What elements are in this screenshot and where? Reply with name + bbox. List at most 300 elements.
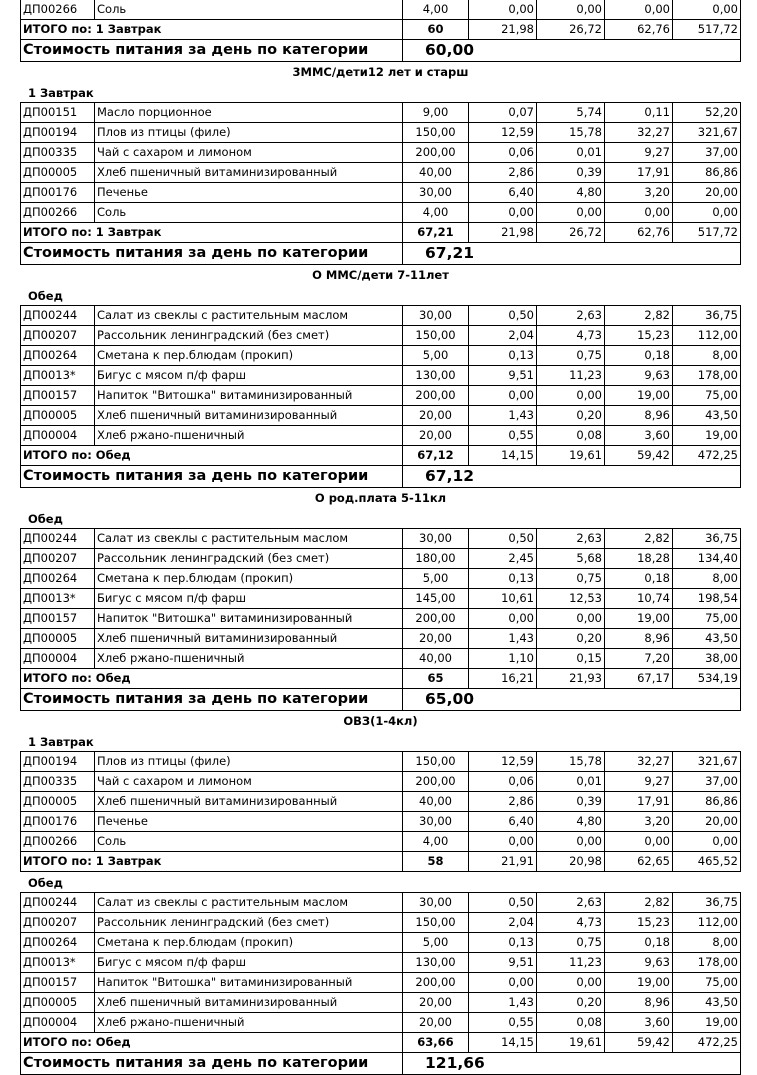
table-row bbox=[21, 933, 741, 953]
dish-kcal: 112,00 bbox=[673, 913, 741, 933]
dish-kcal: 52,20 bbox=[673, 103, 741, 123]
dish-name: Салат из свеклы с растительным маслом bbox=[95, 893, 403, 913]
dish-fat: 0,00 bbox=[537, 609, 605, 629]
table-row bbox=[21, 183, 741, 203]
daily-cost-blank bbox=[537, 466, 741, 488]
dish-weight: 30,00 bbox=[403, 893, 469, 913]
dish-kcal: 43,50 bbox=[673, 993, 741, 1013]
total-label: ИТОГО по: 1 Завтрак bbox=[21, 20, 403, 40]
dish-kcal: 43,50 bbox=[673, 629, 741, 649]
dish-weight: 9,00 bbox=[403, 103, 469, 123]
dish-fat: 15,78 bbox=[537, 752, 605, 772]
dish-weight: 5,00 bbox=[403, 569, 469, 589]
dish-fat: 0,39 bbox=[537, 163, 605, 183]
table-row bbox=[21, 973, 741, 993]
dish-fat: 0,75 bbox=[537, 346, 605, 366]
dish-protein: 6,40 bbox=[469, 183, 537, 203]
dish-protein: 0,55 bbox=[469, 1013, 537, 1033]
dish-kcal: 0,00 bbox=[673, 203, 741, 223]
daily-cost-row bbox=[21, 466, 741, 488]
dish-name: Соль bbox=[95, 203, 403, 223]
dish-name: Сметана к пер.блюдам (прокип) bbox=[95, 933, 403, 953]
total-kcal: 517,72 bbox=[673, 20, 741, 40]
dish-protein: 0,00 bbox=[469, 832, 537, 852]
dish-name: Печенье bbox=[95, 812, 403, 832]
dish-kcal: 37,00 bbox=[673, 772, 741, 792]
total-label: ИТОГО по: Обед bbox=[21, 446, 403, 466]
dish-kcal: 321,67 bbox=[673, 752, 741, 772]
dish-code: ДП00005 bbox=[21, 792, 95, 812]
daily-cost-blank bbox=[537, 243, 741, 265]
dish-fat: 11,23 bbox=[537, 953, 605, 973]
dish-protein: 1,43 bbox=[469, 993, 537, 1013]
daily-cost-value: 67,21 bbox=[403, 243, 537, 265]
table-row bbox=[21, 306, 741, 326]
dish-fat: 4,73 bbox=[537, 913, 605, 933]
dish-code: ДП00264 bbox=[21, 569, 95, 589]
dish-carbs: 3,60 bbox=[605, 426, 673, 446]
dish-protein: 0,06 bbox=[469, 772, 537, 792]
dish-weight: 40,00 bbox=[403, 649, 469, 669]
dish-name: Сметана к пер.блюдам (прокип) bbox=[95, 569, 403, 589]
dish-code: ДП00004 bbox=[21, 649, 95, 669]
dish-fat: 0,00 bbox=[537, 0, 605, 20]
dish-kcal: 8,00 bbox=[673, 346, 741, 366]
dish-kcal: 86,86 bbox=[673, 163, 741, 183]
dish-name: Соль bbox=[95, 0, 403, 20]
dish-fat: 0,20 bbox=[537, 993, 605, 1013]
dish-code: ДП0013* bbox=[21, 953, 95, 973]
daily-cost-label: Стоимость питания за день по категории bbox=[21, 466, 403, 488]
dish-code: ДП00157 bbox=[21, 609, 95, 629]
total-fat: 26,72 bbox=[537, 223, 605, 243]
dish-fat: 5,68 bbox=[537, 549, 605, 569]
dish-protein: 0,00 bbox=[469, 203, 537, 223]
dish-code: ДП00176 bbox=[21, 812, 95, 832]
dish-name: Чай с сахаром и лимоном bbox=[95, 772, 403, 792]
total-price: 65 bbox=[403, 669, 469, 689]
dish-name: Плов из птицы (филе) bbox=[95, 123, 403, 143]
total-price: 67,21 bbox=[403, 223, 469, 243]
total-fat: 26,72 bbox=[537, 20, 605, 40]
dish-code: ДП0013* bbox=[21, 366, 95, 386]
table-row bbox=[21, 143, 741, 163]
dish-protein: 1,43 bbox=[469, 406, 537, 426]
daily-cost-row bbox=[21, 243, 741, 265]
daily-cost-value: 60,00 bbox=[403, 40, 537, 62]
dish-weight: 200,00 bbox=[403, 143, 469, 163]
meal-table bbox=[20, 102, 741, 265]
dish-code: ДП00194 bbox=[21, 752, 95, 772]
meal-title: Обед bbox=[28, 289, 63, 303]
total-carbs: 59,42 bbox=[605, 1033, 673, 1053]
dish-kcal: 198,54 bbox=[673, 589, 741, 609]
dish-kcal: 19,00 bbox=[673, 1013, 741, 1033]
dish-weight: 130,00 bbox=[403, 953, 469, 973]
table-row bbox=[21, 123, 741, 143]
dish-carbs: 2,82 bbox=[605, 529, 673, 549]
category-title: 3ММС/дети12 лет и старш bbox=[292, 65, 469, 79]
total-label: ИТОГО по: Обед bbox=[21, 669, 403, 689]
daily-cost-row bbox=[21, 1053, 741, 1075]
table-row bbox=[21, 812, 741, 832]
dish-carbs: 15,23 bbox=[605, 913, 673, 933]
category-title: ОВЗ(1-4кл) bbox=[343, 714, 418, 728]
daily-cost-label: Стоимость питания за день по категории bbox=[21, 689, 403, 711]
category-title: О род.плата 5-11кл bbox=[314, 491, 447, 505]
meal-title: 1 Завтрак bbox=[28, 86, 94, 100]
table-row bbox=[21, 792, 741, 812]
dish-name: Хлеб ржано-пшеничный bbox=[95, 649, 403, 669]
dish-carbs: 8,96 bbox=[605, 629, 673, 649]
dish-code: ДП00157 bbox=[21, 973, 95, 993]
table-row bbox=[21, 913, 741, 933]
dish-code: ДП00207 bbox=[21, 913, 95, 933]
dish-name: Хлеб пшеничный витаминизированный bbox=[95, 163, 403, 183]
dish-fat: 4,73 bbox=[537, 326, 605, 346]
dish-kcal: 19,00 bbox=[673, 426, 741, 446]
dish-fat: 15,78 bbox=[537, 123, 605, 143]
dish-protein: 1,43 bbox=[469, 629, 537, 649]
table-row bbox=[21, 832, 741, 852]
table-row bbox=[21, 326, 741, 346]
dish-carbs: 0,11 bbox=[605, 103, 673, 123]
dish-weight: 40,00 bbox=[403, 163, 469, 183]
dish-fat: 0,00 bbox=[537, 973, 605, 993]
dish-code: ДП00244 bbox=[21, 306, 95, 326]
dish-fat: 0,75 bbox=[537, 569, 605, 589]
dish-fat: 11,23 bbox=[537, 366, 605, 386]
dish-code: ДП00266 bbox=[21, 832, 95, 852]
dish-carbs: 32,27 bbox=[605, 123, 673, 143]
dish-weight: 40,00 bbox=[403, 792, 469, 812]
dish-carbs: 2,82 bbox=[605, 893, 673, 913]
table-row bbox=[21, 549, 741, 569]
dish-carbs: 8,96 bbox=[605, 993, 673, 1013]
total-carbs: 62,65 bbox=[605, 852, 673, 872]
total-carbs: 62,76 bbox=[605, 223, 673, 243]
table-row bbox=[21, 993, 741, 1013]
dish-carbs: 3,60 bbox=[605, 1013, 673, 1033]
total-protein: 16,21 bbox=[469, 669, 537, 689]
dish-kcal: 36,75 bbox=[673, 306, 741, 326]
dish-code: ДП00151 bbox=[21, 103, 95, 123]
dish-fat: 4,80 bbox=[537, 183, 605, 203]
total-fat: 19,61 bbox=[537, 446, 605, 466]
dish-weight: 5,00 bbox=[403, 933, 469, 953]
total-price: 58 bbox=[403, 852, 469, 872]
table-row bbox=[21, 103, 741, 123]
table-row bbox=[21, 893, 741, 913]
dish-protein: 0,13 bbox=[469, 933, 537, 953]
dish-kcal: 38,00 bbox=[673, 649, 741, 669]
total-fat: 21,93 bbox=[537, 669, 605, 689]
meal-total-row bbox=[21, 223, 741, 243]
dish-kcal: 37,00 bbox=[673, 143, 741, 163]
meal-table bbox=[20, 892, 741, 1075]
dish-name: Хлеб ржано-пшеничный bbox=[95, 1013, 403, 1033]
table-row bbox=[21, 203, 741, 223]
dish-name: Напиток "Витошка" витаминизированный bbox=[95, 609, 403, 629]
dish-code: ДП00207 bbox=[21, 549, 95, 569]
dish-code: ДП00335 bbox=[21, 143, 95, 163]
dish-carbs: 19,00 bbox=[605, 973, 673, 993]
dish-weight: 200,00 bbox=[403, 772, 469, 792]
dish-name: Рассольник ленинградский (без смет) bbox=[95, 549, 403, 569]
dish-carbs: 19,00 bbox=[605, 609, 673, 629]
daily-cost-label: Стоимость питания за день по категории bbox=[21, 243, 403, 265]
dish-fat: 5,74 bbox=[537, 103, 605, 123]
table-row bbox=[21, 366, 741, 386]
dish-weight: 30,00 bbox=[403, 183, 469, 203]
table-row bbox=[21, 953, 741, 973]
total-fat: 19,61 bbox=[537, 1033, 605, 1053]
dish-carbs: 9,63 bbox=[605, 366, 673, 386]
dish-protein: 0,00 bbox=[469, 386, 537, 406]
dish-protein: 12,59 bbox=[469, 123, 537, 143]
category-section bbox=[20, 62, 741, 265]
dish-carbs: 3,20 bbox=[605, 812, 673, 832]
dish-name: Печенье bbox=[95, 183, 403, 203]
dish-fat: 0,08 bbox=[537, 1013, 605, 1033]
dish-carbs: 0,18 bbox=[605, 346, 673, 366]
dish-code: ДП0013* bbox=[21, 589, 95, 609]
dish-code: ДП00005 bbox=[21, 406, 95, 426]
dish-weight: 200,00 bbox=[403, 973, 469, 993]
dish-protein: 1,10 bbox=[469, 649, 537, 669]
dish-weight: 4,00 bbox=[403, 203, 469, 223]
dish-protein: 9,51 bbox=[469, 366, 537, 386]
dish-kcal: 0,00 bbox=[673, 0, 741, 20]
dish-carbs: 7,20 bbox=[605, 649, 673, 669]
daily-cost-value: 65,00 bbox=[403, 689, 537, 711]
total-kcal: 534,19 bbox=[673, 669, 741, 689]
category-section bbox=[20, 265, 741, 488]
dish-kcal: 20,00 bbox=[673, 183, 741, 203]
dish-weight: 20,00 bbox=[403, 406, 469, 426]
category-section bbox=[20, 488, 741, 711]
dish-kcal: 20,00 bbox=[673, 812, 741, 832]
dish-carbs: 0,18 bbox=[605, 569, 673, 589]
dish-protein: 0,06 bbox=[469, 143, 537, 163]
meal-table bbox=[20, 528, 741, 711]
dish-weight: 30,00 bbox=[403, 529, 469, 549]
dish-name: Салат из свеклы с растительным маслом bbox=[95, 306, 403, 326]
dish-protein: 6,40 bbox=[469, 812, 537, 832]
table-row bbox=[21, 772, 741, 792]
dish-carbs: 10,74 bbox=[605, 589, 673, 609]
category-section bbox=[20, 711, 741, 1075]
dish-name: Хлеб ржано-пшеничный bbox=[95, 426, 403, 446]
dish-protein: 2,86 bbox=[469, 163, 537, 183]
meal-table bbox=[20, 751, 741, 872]
total-price: 63,66 bbox=[403, 1033, 469, 1053]
table-row bbox=[21, 609, 741, 629]
total-fat: 20,98 bbox=[537, 852, 605, 872]
table-row bbox=[21, 163, 741, 183]
dish-name: Рассольник ленинградский (без смет) bbox=[95, 913, 403, 933]
daily-cost-blank bbox=[537, 40, 741, 62]
total-kcal: 465,52 bbox=[673, 852, 741, 872]
dish-weight: 200,00 bbox=[403, 386, 469, 406]
dish-carbs: 0,00 bbox=[605, 0, 673, 20]
dish-protein: 0,00 bbox=[469, 0, 537, 20]
table-row bbox=[21, 629, 741, 649]
dish-carbs: 15,23 bbox=[605, 326, 673, 346]
dish-name: Хлеб пшеничный витаминизированный bbox=[95, 629, 403, 649]
dish-code: ДП00244 bbox=[21, 529, 95, 549]
dish-protein: 0,00 bbox=[469, 973, 537, 993]
dish-code: ДП00207 bbox=[21, 326, 95, 346]
dish-code: ДП00004 bbox=[21, 1013, 95, 1033]
meal-title: 1 Завтрак bbox=[28, 735, 94, 749]
dish-kcal: 36,75 bbox=[673, 529, 741, 549]
daily-cost-row bbox=[21, 40, 741, 62]
dish-protein: 0,50 bbox=[469, 529, 537, 549]
dish-carbs: 19,00 bbox=[605, 386, 673, 406]
dish-fat: 0,00 bbox=[537, 832, 605, 852]
dish-weight: 30,00 bbox=[403, 306, 469, 326]
dish-kcal: 178,00 bbox=[673, 366, 741, 386]
total-kcal: 517,72 bbox=[673, 223, 741, 243]
meal-title: Обед bbox=[28, 876, 63, 890]
dish-name: Напиток "Витошка" витаминизированный bbox=[95, 973, 403, 993]
total-label: ИТОГО по: Обед bbox=[21, 1033, 403, 1053]
dish-code: ДП00005 bbox=[21, 163, 95, 183]
dish-fat: 0,75 bbox=[537, 933, 605, 953]
meal-title: Обед bbox=[28, 512, 63, 526]
dish-code: ДП00244 bbox=[21, 893, 95, 913]
dish-kcal: 86,86 bbox=[673, 792, 741, 812]
dish-kcal: 8,00 bbox=[673, 933, 741, 953]
dish-fat: 2,63 bbox=[537, 306, 605, 326]
dish-carbs: 32,27 bbox=[605, 752, 673, 772]
dish-name: Масло порционное bbox=[95, 103, 403, 123]
daily-cost-label: Стоимость питания за день по категории bbox=[21, 40, 403, 62]
dish-fat: 2,63 bbox=[537, 529, 605, 549]
daily-cost-value: 67,12 bbox=[403, 466, 537, 488]
total-protein: 14,15 bbox=[469, 446, 537, 466]
dish-name: Бигус с мясом п/ф фарш bbox=[95, 953, 403, 973]
dish-protein: 0,50 bbox=[469, 306, 537, 326]
dish-weight: 20,00 bbox=[403, 426, 469, 446]
dish-carbs: 0,00 bbox=[605, 203, 673, 223]
table-row bbox=[21, 406, 741, 426]
total-protein: 21,98 bbox=[469, 223, 537, 243]
table-row bbox=[21, 0, 741, 20]
dish-protein: 0,07 bbox=[469, 103, 537, 123]
dish-code: ДП00005 bbox=[21, 993, 95, 1013]
table-row bbox=[21, 569, 741, 589]
category-title: О ММС/дети 7-11лет bbox=[312, 268, 449, 282]
dish-kcal: 75,00 bbox=[673, 973, 741, 993]
dish-kcal: 43,50 bbox=[673, 406, 741, 426]
meal-total-row bbox=[21, 852, 741, 872]
dish-name: Бигус с мясом п/ф фарш bbox=[95, 366, 403, 386]
dish-protein: 0,13 bbox=[469, 346, 537, 366]
dish-fat: 2,63 bbox=[537, 893, 605, 913]
table-row bbox=[21, 649, 741, 669]
dish-weight: 150,00 bbox=[403, 752, 469, 772]
total-carbs: 67,17 bbox=[605, 669, 673, 689]
dish-code: ДП00335 bbox=[21, 772, 95, 792]
dish-carbs: 9,27 bbox=[605, 143, 673, 163]
dish-weight: 200,00 bbox=[403, 609, 469, 629]
total-kcal: 472,25 bbox=[673, 1033, 741, 1053]
meal-table bbox=[20, 0, 741, 62]
dish-fat: 12,53 bbox=[537, 589, 605, 609]
dish-kcal: 321,67 bbox=[673, 123, 741, 143]
total-carbs: 62,76 bbox=[605, 20, 673, 40]
dish-weight: 150,00 bbox=[403, 123, 469, 143]
dish-fat: 0,00 bbox=[537, 203, 605, 223]
table-row bbox=[21, 752, 741, 772]
dish-weight: 4,00 bbox=[403, 832, 469, 852]
dish-fat: 0,01 bbox=[537, 772, 605, 792]
dish-name: Хлеб пшеничный витаминизированный bbox=[95, 993, 403, 1013]
dish-weight: 20,00 bbox=[403, 1013, 469, 1033]
dish-carbs: 17,91 bbox=[605, 163, 673, 183]
daily-cost-value: 121,66 bbox=[403, 1053, 537, 1075]
dish-carbs: 18,28 bbox=[605, 549, 673, 569]
dish-carbs: 9,27 bbox=[605, 772, 673, 792]
dish-kcal: 178,00 bbox=[673, 953, 741, 973]
dish-carbs: 9,63 bbox=[605, 953, 673, 973]
total-price: 60 bbox=[403, 20, 469, 40]
dish-protein: 2,86 bbox=[469, 792, 537, 812]
total-protein: 21,98 bbox=[469, 20, 537, 40]
dish-name: Салат из свеклы с растительным маслом bbox=[95, 529, 403, 549]
dish-code: ДП00194 bbox=[21, 123, 95, 143]
dish-weight: 20,00 bbox=[403, 629, 469, 649]
dish-code: ДП00264 bbox=[21, 933, 95, 953]
total-label: ИТОГО по: 1 Завтрак bbox=[21, 852, 403, 872]
dish-protein: 9,51 bbox=[469, 953, 537, 973]
table-row bbox=[21, 426, 741, 446]
meal-total-row bbox=[21, 669, 741, 689]
dish-kcal: 36,75 bbox=[673, 893, 741, 913]
dish-fat: 0,08 bbox=[537, 426, 605, 446]
dish-name: Рассольник ленинградский (без смет) bbox=[95, 326, 403, 346]
dish-protein: 0,13 bbox=[469, 569, 537, 589]
dish-carbs: 0,00 bbox=[605, 832, 673, 852]
dish-name: Сметана к пер.блюдам (прокип) bbox=[95, 346, 403, 366]
daily-cost-blank bbox=[537, 1053, 741, 1075]
dish-weight: 180,00 bbox=[403, 549, 469, 569]
meal-total-row bbox=[21, 446, 741, 466]
dish-name: Хлеб пшеничный витаминизированный bbox=[95, 406, 403, 426]
dish-name: Соль bbox=[95, 832, 403, 852]
dish-kcal: 134,40 bbox=[673, 549, 741, 569]
meal-table bbox=[20, 305, 741, 488]
total-protein: 14,15 bbox=[469, 1033, 537, 1053]
dish-weight: 5,00 bbox=[403, 346, 469, 366]
dish-kcal: 0,00 bbox=[673, 832, 741, 852]
dish-code: ДП00266 bbox=[21, 203, 95, 223]
dish-protein: 2,04 bbox=[469, 326, 537, 346]
dish-protein: 2,45 bbox=[469, 549, 537, 569]
dish-fat: 0,15 bbox=[537, 649, 605, 669]
dish-name: Хлеб пшеничный витаминизированный bbox=[95, 792, 403, 812]
daily-cost-blank bbox=[537, 689, 741, 711]
daily-cost-row bbox=[21, 689, 741, 711]
meal-total-row bbox=[21, 20, 741, 40]
menu-document bbox=[20, 0, 741, 1075]
dish-carbs: 8,96 bbox=[605, 406, 673, 426]
dish-name: Плов из птицы (филе) bbox=[95, 752, 403, 772]
dish-code: ДП00176 bbox=[21, 183, 95, 203]
dish-code: ДП00004 bbox=[21, 426, 95, 446]
